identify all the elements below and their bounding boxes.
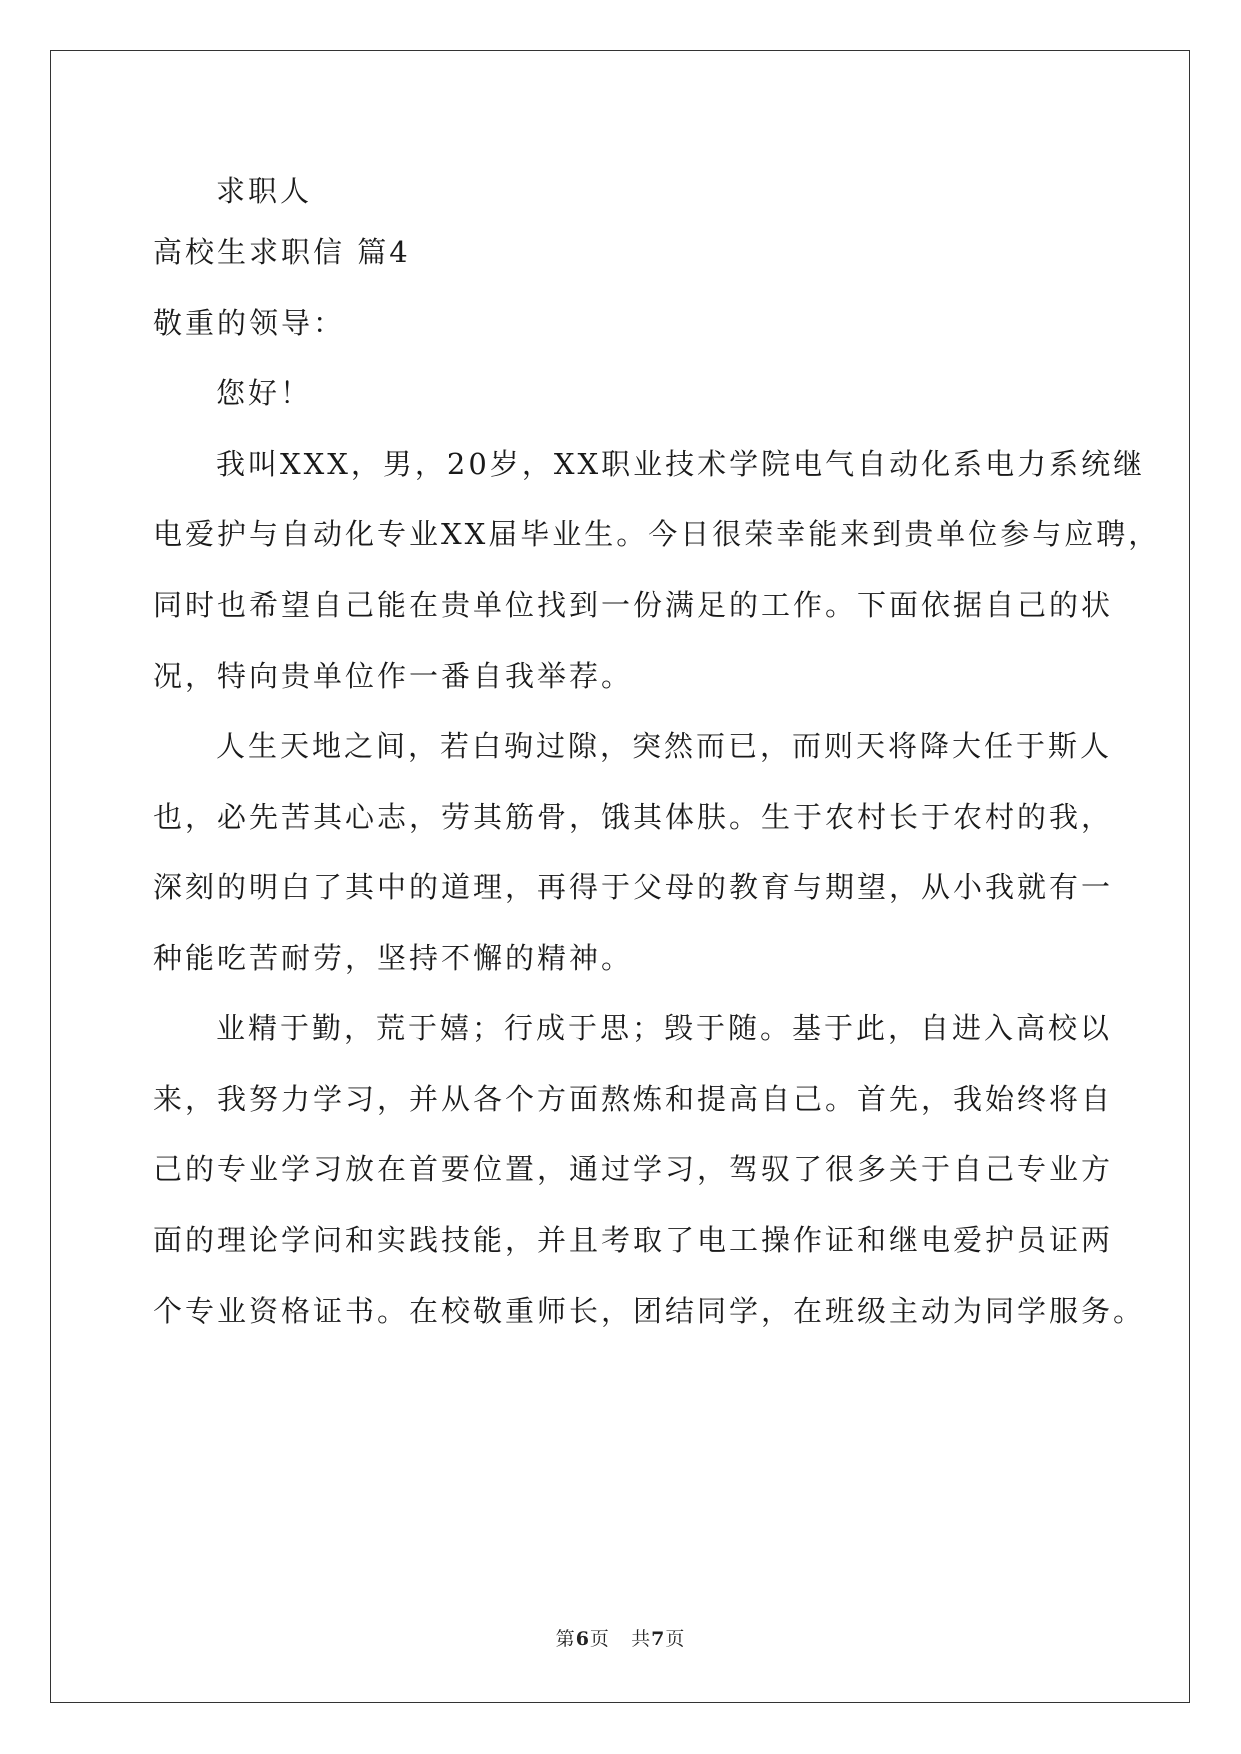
paragraph-3-line-2: 来，我努力学习，并从各个方面熬炼和提高自己。首先，我始终将自 xyxy=(153,1082,1114,1116)
paragraph-1-line-4: 况，特向贵单位作一番自我举荐。 xyxy=(153,659,634,693)
footer-total-suffix: 页 xyxy=(665,1628,686,1650)
letter-heading: 高校生求职信 篇4 xyxy=(153,235,411,269)
paragraph-3-line-4: 面的理论学问和实践技能，并且考取了电工操作证和继电爱护员证两 xyxy=(153,1223,1114,1257)
paragraph-3-line-3: 己的专业学习放在首要位置，通过学习，驾驭了很多关于自己专业方 xyxy=(153,1152,1114,1186)
paragraph-2-line-4: 种能吃苦耐劳，坚持不懈的精神。 xyxy=(153,941,634,975)
footer-total-prefix: 共 xyxy=(631,1628,652,1650)
paragraph-2-line-2: 也，必先苦其心志，劳其筋骨，饿其体肤。生于农村长于农村的我， xyxy=(153,800,1114,834)
paragraph-1-line-1: 我叫XXX，男，20岁，XX职业技术学院电气自动化系电力系统继 xyxy=(216,447,1146,481)
salutation: 敬重的领导： xyxy=(153,306,346,340)
greeting: 您好！ xyxy=(216,376,313,410)
paragraph-3-line-5: 个专业资格证书。在校敬重师长，团结同学，在班级主动为同学服务。 xyxy=(153,1294,1146,1328)
paragraph-1-line-2: 电爱护与自动化专业XX届毕业生。今日很荣幸能来到贵单位参与应聘， xyxy=(153,517,1161,551)
footer-page-prefix: 第 xyxy=(555,1628,576,1650)
footer-page-total: 7 xyxy=(651,1628,666,1650)
footer-page-suffix: 页 xyxy=(589,1628,610,1650)
paragraph-3-line-1: 业精于勤，荒于嬉；行成于思；毁于随。基于此，自进入高校以 xyxy=(216,1011,1113,1045)
paragraph-1-line-3: 同时也希望自己能在贵单位找到一份满足的工作。下面依据自己的状 xyxy=(153,588,1114,622)
paragraph-2-line-1: 人生天地之间，若白驹过隙，突然而已，而则天将降大任于斯人 xyxy=(216,729,1113,763)
paragraph-2-line-3: 深刻的明白了其中的道理，再得于父母的教育与期望，从小我就有一 xyxy=(153,870,1114,904)
signature-line: 求职人 xyxy=(216,174,313,208)
footer-page-current: 6 xyxy=(575,1628,590,1650)
page-footer xyxy=(0,1624,1241,1651)
